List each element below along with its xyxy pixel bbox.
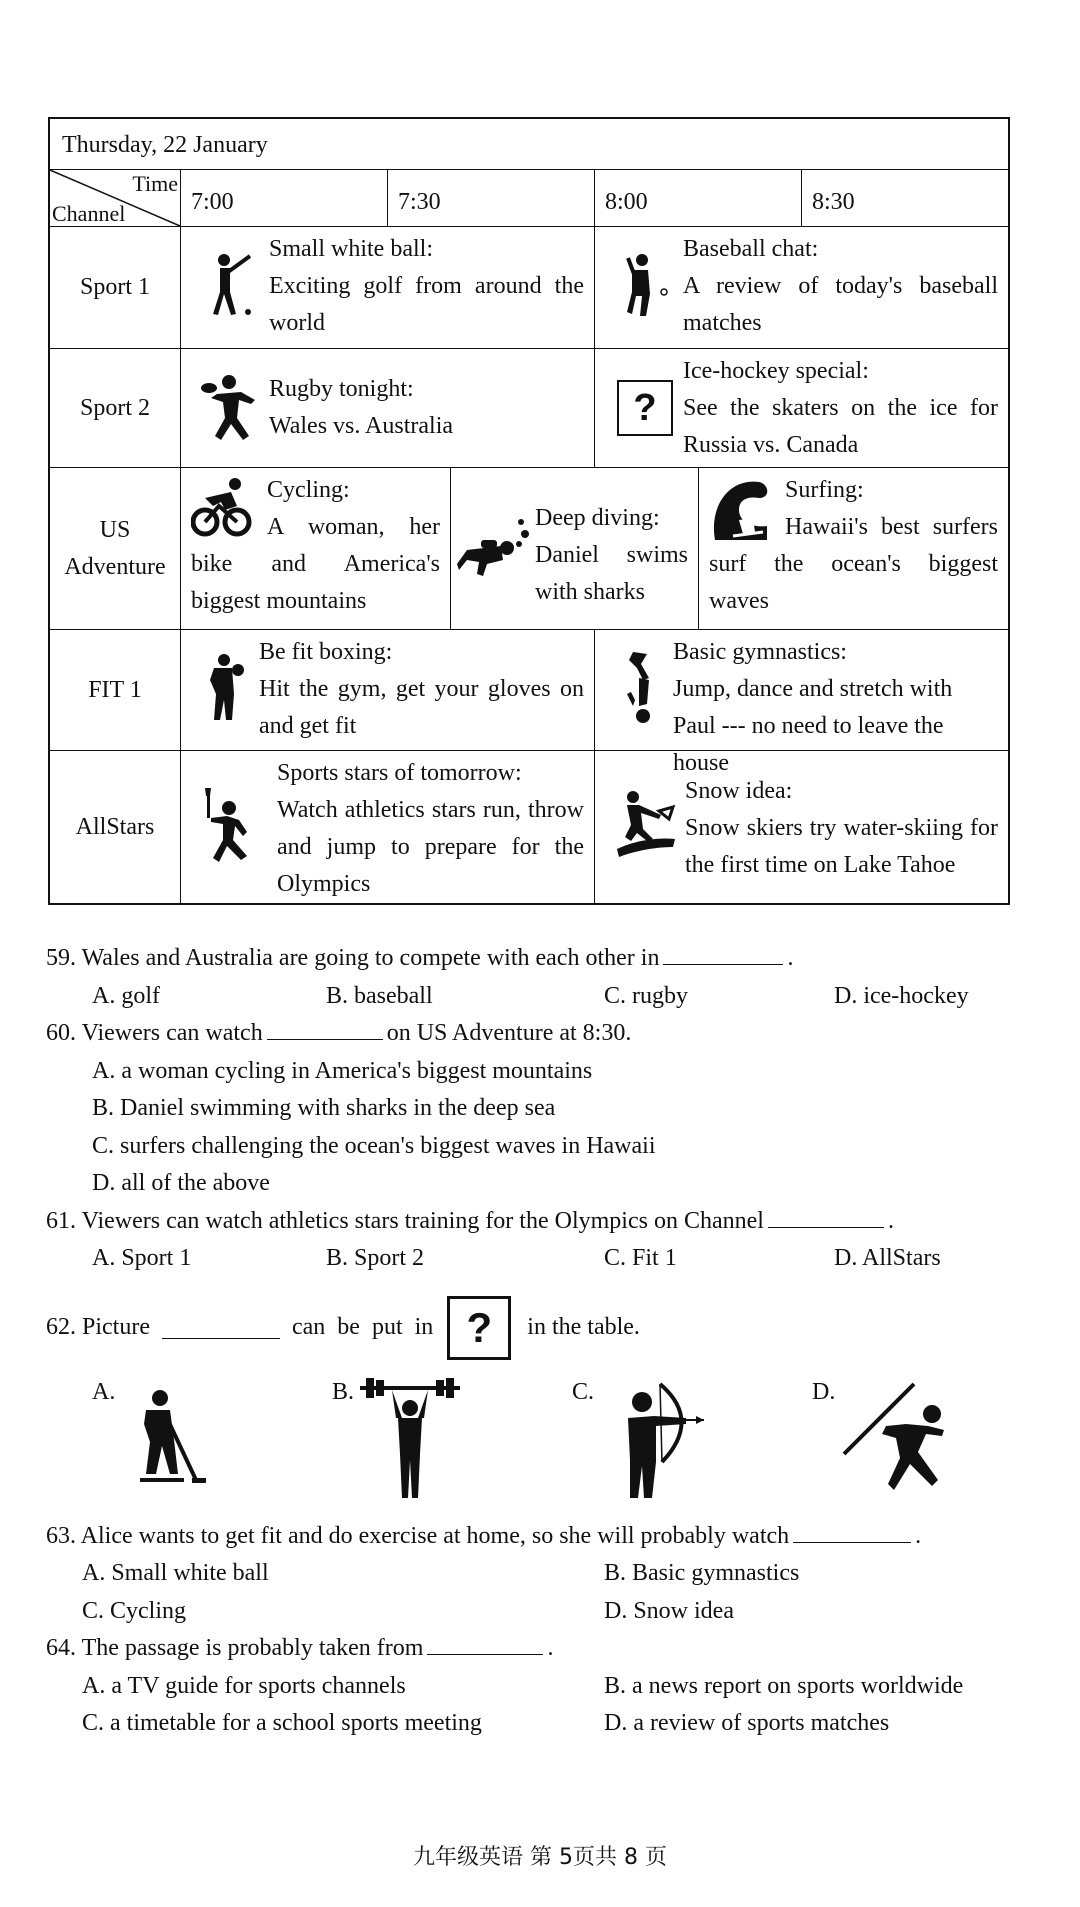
option-d[interactable]: D. a review of sports matches <box>604 1710 890 1736</box>
program-desc: Wales vs. Australia <box>269 413 454 439</box>
option-c[interactable]: C. surfers challenging the ocean's biggest waves in Hawaii <box>92 1132 656 1159</box>
question-mark-box: ? <box>447 1296 511 1360</box>
schedule-date: Thursday, 22 January <box>62 132 268 158</box>
question-stem-end: . <box>547 1635 554 1661</box>
question-box-icon <box>607 353 683 463</box>
program-title: Rugby tonight: <box>269 376 414 402</box>
corner-channel-label: Channel <box>52 201 126 226</box>
golf-icon <box>193 231 269 344</box>
program-title: Cycling: <box>267 477 350 503</box>
answer-blank <box>793 1520 911 1543</box>
question-stem: 63. Alice wants to get fit and do exercise at home, so she will probably watch <box>46 1522 790 1549</box>
question-stem: 62. Picture <box>46 1313 150 1340</box>
corner-time-label: Time <box>132 171 178 196</box>
question-stem: 60. Viewers can watch <box>46 1020 263 1046</box>
option-b[interactable]: B. Daniel swimming with sharks in the deep sea <box>92 1095 556 1121</box>
cycling-icon <box>191 476 253 540</box>
diving-icon <box>455 472 535 625</box>
option-c[interactable]: C. Cycling <box>82 1597 187 1624</box>
channel-us-adventure <box>50 468 180 629</box>
row-sport1 <box>50 226 1008 348</box>
program-desc: See the skaters on the ice for Russia vs. Canada <box>683 395 998 458</box>
program-sports-stars-of-tomorrow <box>180 751 594 903</box>
option-b: B. <box>332 1378 355 1405</box>
option-d[interactable]: D. all of the above <box>92 1170 270 1196</box>
option-d[interactable]: D. ice-hockey <box>834 982 969 1009</box>
option-a[interactable]: A. a TV guide for sports channels <box>82 1672 406 1699</box>
program-ice-hockey-special <box>594 349 1008 467</box>
ice-hockey-icon <box>116 1378 216 1498</box>
corner-cell <box>50 170 180 226</box>
question-61 <box>46 1203 1006 1241</box>
option-c[interactable]: C. rugby <box>604 982 688 1009</box>
program-desc: Watch athletics stars run, throw and jump to prepare for the Olympics <box>277 797 584 897</box>
option-b[interactable]: B. baseball <box>326 982 433 1009</box>
row-allstars <box>50 750 1008 903</box>
program-title: Basic gymnastics: <box>673 639 847 665</box>
program-baseball-chat <box>594 227 1008 348</box>
option-b[interactable]: B. a news report on sports worldwide <box>604 1672 964 1699</box>
option-d[interactable]: D. Snow idea <box>604 1597 734 1624</box>
channel-fit1: FIT 1 <box>88 676 142 703</box>
options-64-row2 <box>46 1705 1006 1743</box>
program-be-fit-boxing <box>180 630 594 750</box>
question-stem-end: . <box>915 1522 922 1549</box>
question-64 <box>46 1630 1006 1668</box>
program-surfing <box>698 468 1008 629</box>
options-59 <box>46 978 1006 1016</box>
picture-option-c[interactable] <box>526 1374 766 1506</box>
program-title: Sports stars of tomorrow: <box>277 760 522 786</box>
question-stem-end: in the table. <box>527 1313 640 1340</box>
picture-option-a[interactable] <box>46 1374 286 1506</box>
answer-blank <box>768 1205 884 1228</box>
options-62-pictures <box>46 1374 1006 1506</box>
row-us-adventure <box>50 467 1008 629</box>
program-desc: A woman, her bike and America's biggest mountains <box>191 514 440 614</box>
program-title: Small white ball: <box>269 236 433 262</box>
channel-sport1: Sport 1 <box>79 274 150 300</box>
options-63-row2 <box>46 1593 1006 1631</box>
answer-blank <box>427 1632 543 1655</box>
archery-icon <box>596 1378 706 1502</box>
surfing-icon <box>709 476 771 546</box>
channel-label-line1: US <box>99 516 131 543</box>
tv-schedule-table <box>48 117 1010 905</box>
program-title: Be fit boxing: <box>259 639 393 665</box>
program-title: Surfing: <box>785 477 864 503</box>
option-c: C. <box>572 1378 595 1405</box>
option-a[interactable]: A. golf <box>92 982 160 1009</box>
baseball-icon <box>607 231 683 344</box>
athletics-icon <box>187 755 277 899</box>
program-title: Ice-hockey special: <box>683 358 869 384</box>
program-deep-diving <box>450 468 698 629</box>
options-64-row1 <box>46 1668 1006 1706</box>
boxing-icon <box>193 634 259 746</box>
question-59 <box>46 940 1006 978</box>
program-basic-gymnastics <box>594 630 1008 776</box>
channel-label-line2: Adventure <box>64 553 166 580</box>
program-rugby-tonight <box>180 349 594 467</box>
question-stem: 61. Viewers can watch athletics stars training for the Olympics on Channel <box>46 1207 764 1234</box>
program-title: Snow idea: <box>685 778 793 804</box>
weightlifting-icon <box>356 1378 466 1502</box>
gymnastics-icon <box>607 634 673 746</box>
program-desc: Daniel swims with sharks <box>535 542 688 605</box>
time-header-row <box>50 169 1008 226</box>
question-63 <box>46 1518 1006 1556</box>
question-stem-end: . <box>787 945 794 971</box>
questions-section <box>46 940 1006 1743</box>
option-a[interactable]: A. a woman cycling in America's biggest mountains <box>92 1057 593 1084</box>
program-desc: Exciting golf from around the world <box>269 273 584 336</box>
channel-allstars: AllStars <box>75 813 155 840</box>
option-b[interactable]: B. Basic gymnastics <box>604 1560 800 1586</box>
program-desc: A review of today's baseball matches <box>683 273 998 336</box>
option-d: D. <box>812 1378 836 1405</box>
option-d[interactable]: D. AllStars <box>834 1245 941 1271</box>
program-desc: Snow skiers try water-skiing for the first time on Lake Tahoe <box>685 815 998 878</box>
option-a: A. <box>92 1378 116 1405</box>
options-61 <box>46 1240 1006 1278</box>
option-c[interactable]: C. Fit 1 <box>604 1245 677 1271</box>
question-60 <box>46 1015 1006 1053</box>
answer-blank <box>663 942 783 965</box>
option-c[interactable]: C. a timetable for a school sports meeting <box>82 1710 482 1736</box>
program-title: Deep diving: <box>535 505 660 531</box>
question-stem: 59. Wales and Australia are going to compete with each other in <box>46 945 660 971</box>
program-cycling <box>180 468 450 629</box>
picture-option-b[interactable] <box>286 1374 526 1506</box>
program-title: Baseball chat: <box>683 236 819 262</box>
picture-option-d[interactable] <box>766 1374 1006 1506</box>
date-row <box>50 119 1008 169</box>
question-stem: 64. The passage is probably taken from <box>46 1635 424 1661</box>
program-desc: Hawaii's best surfers surf the ocean's biggest waves <box>709 514 998 614</box>
option-a[interactable]: A. Sport 1 <box>92 1245 192 1271</box>
rugby-icon <box>193 353 269 463</box>
channel-sport2: Sport 2 <box>79 394 150 421</box>
time-730: 7:30 <box>387 170 594 226</box>
option-a[interactable]: A. Small white ball <box>82 1560 269 1586</box>
question-stem-end: on US Adventure at 8:30. <box>386 1020 632 1046</box>
question-stem-end: . <box>887 1207 894 1234</box>
options-63-row1 <box>46 1555 1006 1593</box>
page-footer: 九年级英语 第 5页共 8 页 <box>413 1845 667 1870</box>
answer-blank <box>267 1017 383 1040</box>
answer-blank <box>162 1316 280 1339</box>
program-desc: Hit the gym, get your gloves on and get fit <box>259 676 584 739</box>
question-62 <box>46 1296 1006 1360</box>
program-small-white-ball <box>180 227 594 348</box>
time-700: 7:00 <box>180 170 387 226</box>
option-b[interactable]: B. Sport 2 <box>326 1245 425 1271</box>
time-800: 8:00 <box>594 170 801 226</box>
waterski-icon <box>607 755 685 899</box>
question-stem-mid: can be put in <box>291 1313 434 1340</box>
program-desc: Jump, dance and stretch with Paul --- no need to leave the house <box>673 676 953 776</box>
program-snow-idea <box>594 751 1008 903</box>
time-830: 8:30 <box>801 170 1008 226</box>
javelin-icon <box>836 1378 956 1502</box>
row-sport2 <box>50 348 1008 467</box>
question-mark-box: ? <box>617 380 673 436</box>
